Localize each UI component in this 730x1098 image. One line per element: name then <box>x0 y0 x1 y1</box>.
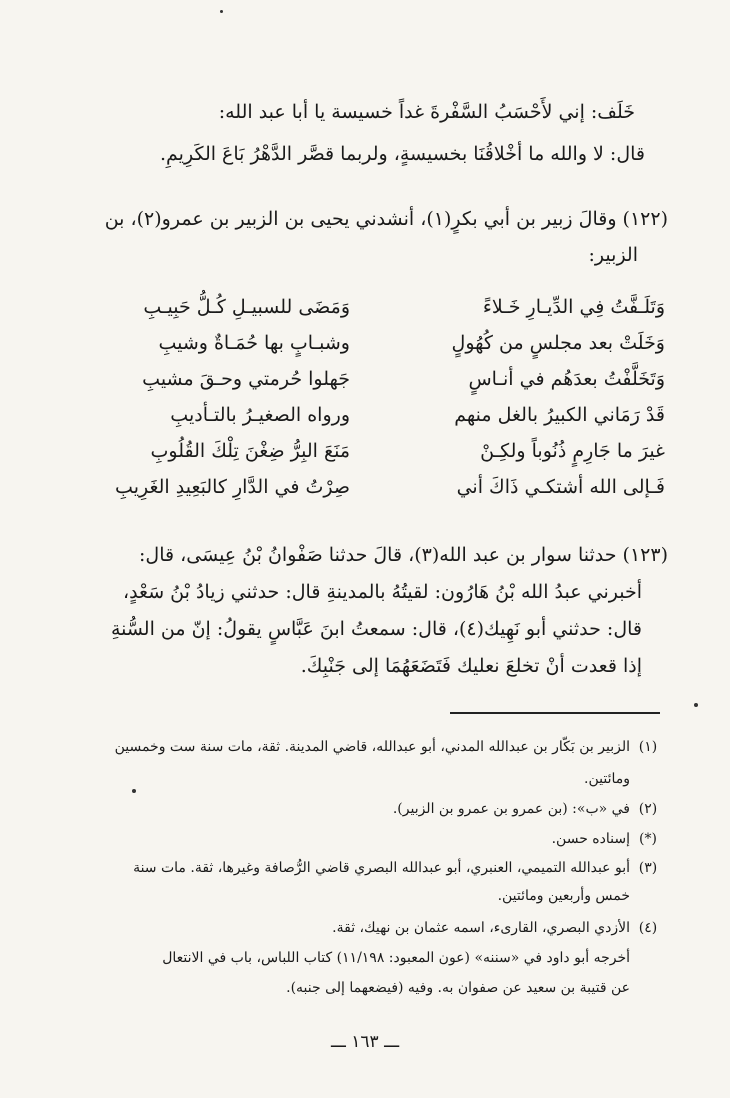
scan-speck <box>220 10 223 13</box>
paragraph-123-line-3: قال: حدثني أبو نَهِيك(٤)، قال: سمعتُ ابنَ عَبَّاسٍ يقولُ: إنّ من السُّنةِ <box>110 618 642 640</box>
poem-verse-5-first-hemistich: غيرَ ما جَارِمٍ ذُنُوباً ولكِـنْ <box>480 440 665 462</box>
poem-verse-3-first-hemistich: وَتَخَلَّفْتُ بعدَهُم في أنـاسٍ <box>468 368 665 390</box>
poem-verse-6-second-hemistich: صِرْتُ في الدَّارِ كالبَعِيدِ الغَرِيبِ <box>115 476 350 498</box>
poem-verse-3-second-hemistich: جَهلوا حُرمتي وحـقَ مشيبِ <box>142 368 350 390</box>
scan-speck <box>694 703 698 707</box>
footnote-number: (١) <box>638 739 658 755</box>
paragraph-1-line-2: قال: لا والله ما أخْلاقُنَا بخسيسةٍ، ولربما قصَّر الدَّهْرُ بَاعَ الكَرِيمِ. <box>160 143 645 165</box>
poem-verse-2-second-hemistich: وشبـابٍ بها حُمَـاةٌ وشيبِ <box>158 332 350 354</box>
scan-speck <box>132 789 136 793</box>
footnote-4-continuation-1: أخرجه أبو داود في «سننه» (عون المعبود: ١١/١٩٨) كتاب اللباس، باب في الانتعال <box>162 950 630 966</box>
paragraph-122-line-1: (١٢٢) وقالَ زبير بن أبي بكرٍ(١)، أنشدني يحيى بن الزبير بن عمرو(٢)، بن <box>104 208 668 230</box>
footnote-text: أبو عبدالله التميمي، العنبري، أبو عبدالله البصري قاضي الرُّصافة وغيرها، ثقة. مات سنة <box>133 860 630 876</box>
footnote-number: (*) <box>639 831 657 847</box>
poem-verse-6-first-hemistich: فَـإلى الله أشتكـي ذَاكَ أني <box>456 476 665 498</box>
poem-verse-4-second-hemistich: ورواه الصغيـرُ بالتـأديبِ <box>170 404 350 426</box>
poem-verse-1-first-hemistich: وَتَلَـفَّتُ فِي الدِّيـارِ خَـلاءً <box>482 296 665 318</box>
footnote-1-continuation: ومائتين. <box>584 771 630 787</box>
footnote-number: (٣) <box>638 860 658 876</box>
footnote-text: الأزدي البصري، القارىء، اسمه عثمان بن نهيك، ثقة. <box>332 920 630 936</box>
footnote-number: (٤) <box>638 920 658 936</box>
footnote-text: الزبير بن بَكّار بن عبدالله المدني، أبو عبدالله، قاضي المدينة. ثقة، مات سنة ست وخمسين <box>114 739 630 755</box>
poem-verse-4-first-hemistich: قَدْ رَمَاني الكبيرُ بالغل منهم <box>454 404 665 426</box>
paragraph-123-line-1: (١٢٣) حدثنا سوار بن عبد الله(٣)، قالَ حدثنا صَفْوانُ بْنُ عِيسَى، قال: <box>139 544 668 566</box>
poem-verse-2-first-hemistich: وَخَلَتْ بعد مجلسٍ من كُهُولٍ <box>451 332 665 354</box>
footnote-separator <box>450 712 660 714</box>
footnote-4-continuation-2: عن قتيبة بن سعيد عن صفوان به. وفيه (فيضعهما إلى جنبه). <box>286 980 630 996</box>
footnote-3-continuation: خمس وأربعين ومائتين. <box>497 888 630 904</box>
footnote-number: (٢) <box>638 801 658 817</box>
footnote-text: إسناده حسن. <box>551 831 630 847</box>
poem-verse-1-second-hemistich: وَمَضَى للسبيـلِ كُـلُّ حَبِيـبِ <box>143 296 350 318</box>
page-number: ـــ ١٦٣ ـــ <box>330 1032 400 1052</box>
footnote-text: في «ب»: (بن عمرو بن عمرو بن الزبير). <box>392 801 630 817</box>
paragraph-1-line-1: خَلَف: إني لأَحْسَبُ السَّفْرةَ غداً خسيسة يا أبا عبد الله: <box>218 101 635 123</box>
paragraph-122-line-2: الزبير: <box>588 244 638 266</box>
poem-verse-5-second-hemistich: مَنَعَ البِرُّ ضِغْنَ تِلْكَ القُلُوبِ <box>150 440 350 462</box>
paragraph-123-line-2: أخبرني عبدُ الله بْنُ هَارُون: لقيتُهُ بالمدينةِ قال: حدثني زيادُ بْنُ سَعْدٍ، <box>122 581 642 603</box>
paragraph-123-line-4: إذا قعدت أنْ تخلعَ نعليك فَتَضَعَهُمَا إلى جَنْبِكَ. <box>300 655 642 677</box>
